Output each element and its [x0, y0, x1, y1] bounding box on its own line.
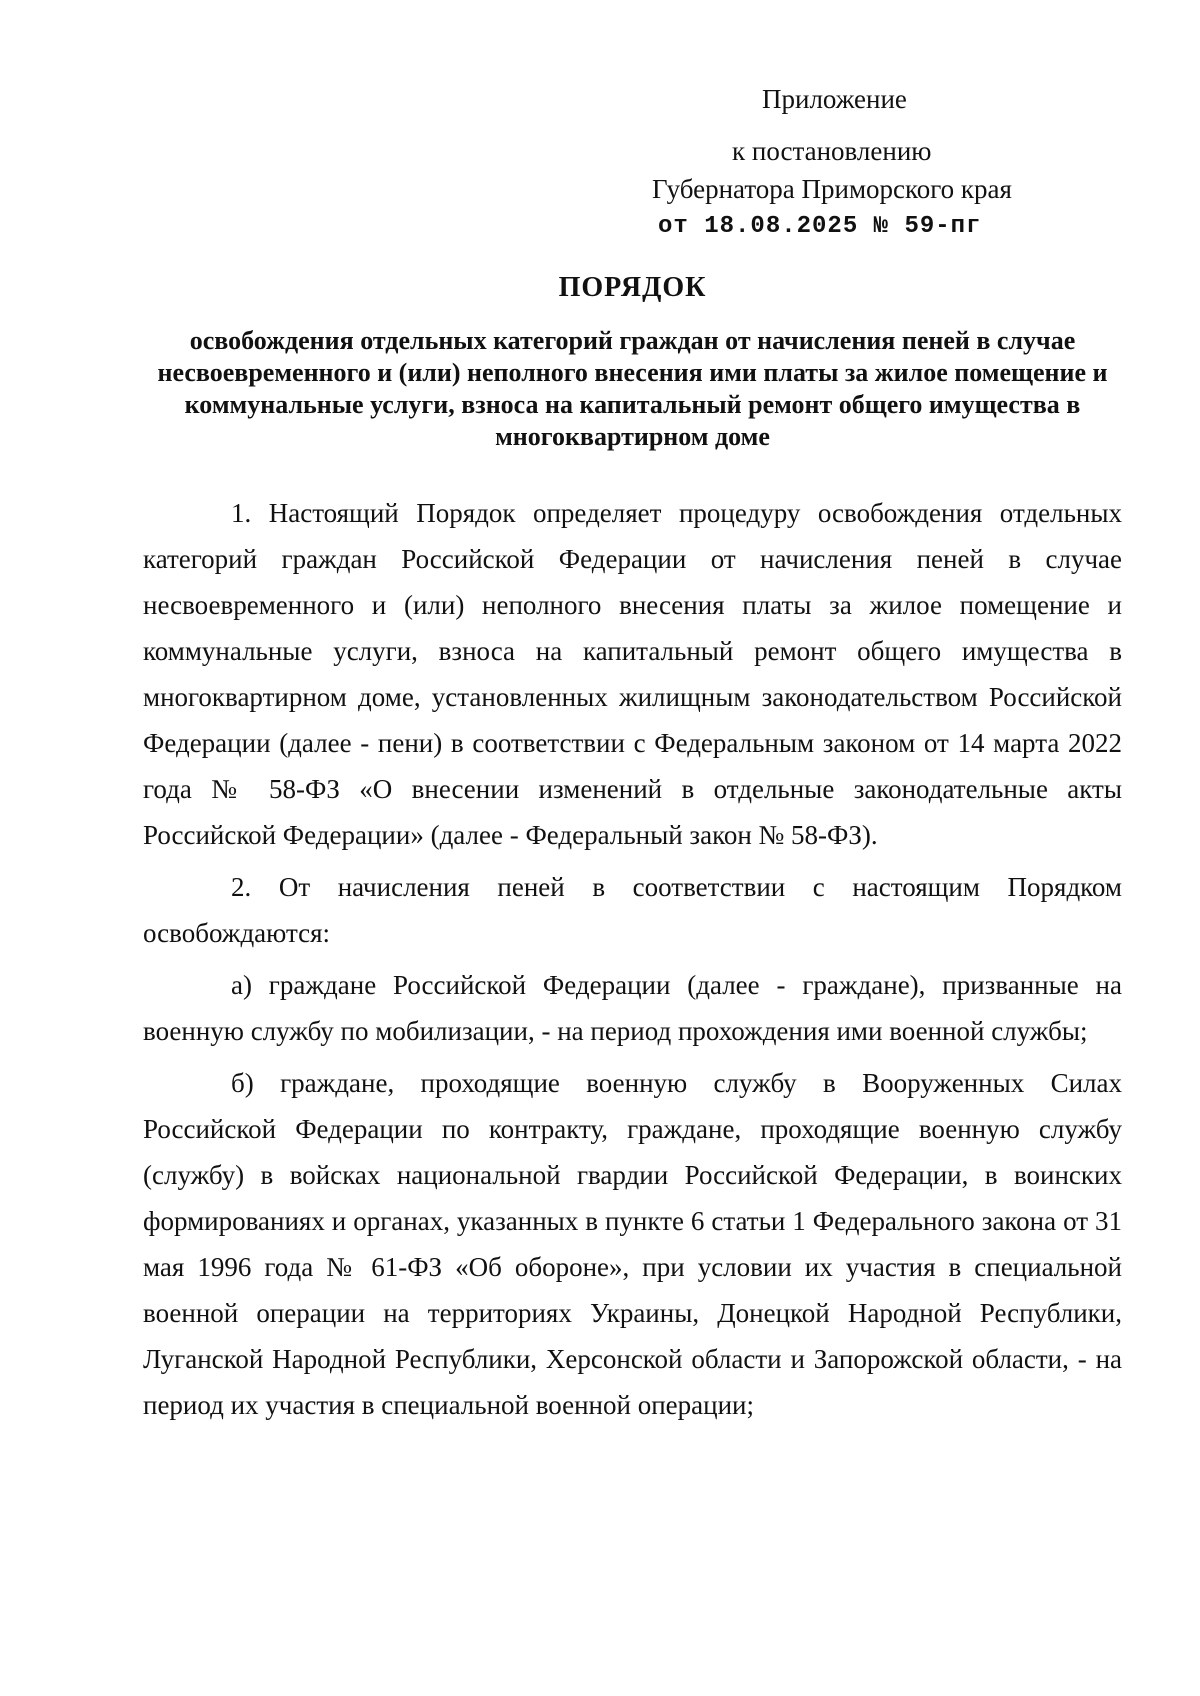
document-subtitle: освобождения отдельных категорий граждан от начисления пеней в случае несвоевременного и (или) неполного внесения ими платы за жилое помещение и коммунальные услуги, взноса на капитальный ремонт общего имущества в многоквартирном доме	[157, 326, 1108, 451]
paragraph-2: 2. От начисления пеней в соответствии с настоящим Порядком освобождаются:	[143, 872, 1122, 948]
annex-to-line: к постановлению	[732, 136, 932, 166]
annex-date-number: от 18.08.2025 № 59-пг	[658, 213, 982, 240]
paragraph-2b: б) граждане, проходящие военную службу в Вооруженных Силах Российской Федерации по контракту, граждане, проходящие военную службу (службу) в войсках национальной гвардии Российской Федерации, в воинских формированиях и органах, указанных в пункте 6 статьи 1 Федерального закона от 31 мая 1996 года № 61-ФЗ «Об обороне», при условии их участия в специальной военной операции на территориях Украины, Донецкой Народной Республики, Луганской Народной Республики, Херсонской области и Запорожской области, - на период их участия в специальной военной операции;	[143, 1068, 1122, 1420]
paragraph-2a: а) граждане Российской Федерации (далее - граждане), призванные на военную службу по мобилизации, - на период прохождения ими военной службы;	[143, 970, 1122, 1046]
paragraph-1: 1. Настоящий Порядок определяет процедуру освобождения отдельных категорий граждан Российской Федерации от начисления пеней в случае несвоевременного и (или) неполного внесения платы за жилое помещение и коммунальные услуги, взноса на капитальный ремонт общего имущества в многоквартирном доме, установленных жилищным законодательством Российской Федерации (далее - пени) в соответствии с Федеральным законом от 14 марта 2022 года № 58-ФЗ «О внесении изменений в отдельные законодательные акты Российской Федерации» (далее - Федеральный закон № 58-ФЗ).	[143, 498, 1122, 850]
annex-header	[640, 80, 1060, 246]
document-body	[143, 490, 1122, 1428]
annex-label: Приложение	[762, 84, 907, 114]
annex-issuer: Губернатора Приморского края	[652, 174, 1012, 204]
document-title: ПОРЯДОК	[558, 272, 707, 303]
